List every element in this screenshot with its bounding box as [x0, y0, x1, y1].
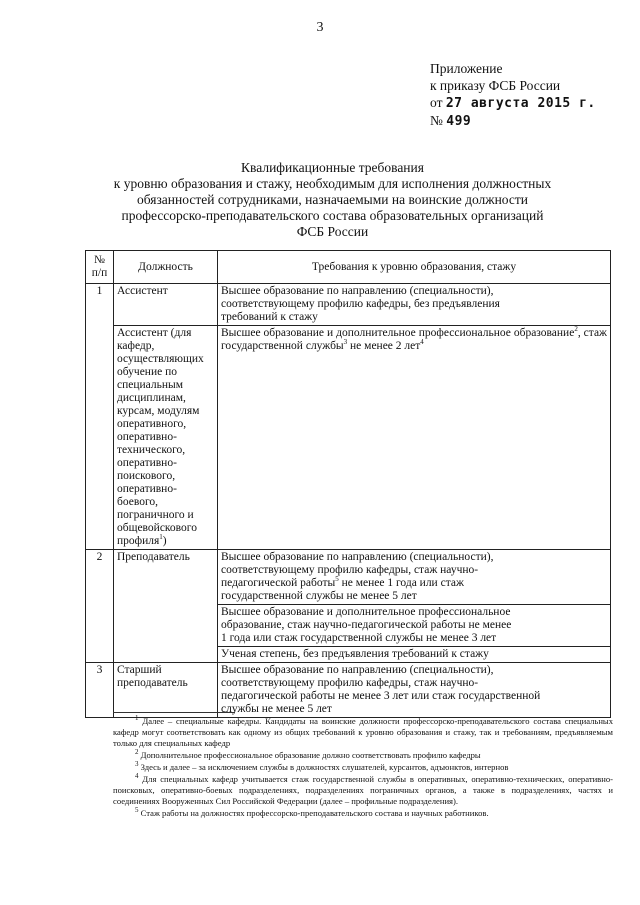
req-text: не менее 2 лет [347, 340, 421, 352]
table-header-row [86, 251, 611, 284]
appendix-label: Приложение [430, 61, 503, 76]
header-position: Должность [114, 251, 218, 284]
footnote [113, 716, 613, 749]
table-row [86, 284, 611, 326]
title-line: профессорско-преподавательского состава образовательных организаций [121, 208, 544, 223]
table-row [86, 550, 611, 605]
req-line: требований к стажу [221, 311, 318, 323]
req-line: соответствующему профилю кафедры, стаж научно- [221, 564, 479, 576]
header-number-pp: п/п [91, 267, 108, 279]
footnote [113, 774, 613, 807]
footnote-text: Стаж работы на должностях профессорско-преподавательского состава и научных работников. [138, 808, 489, 818]
row-number: 2 [86, 550, 114, 663]
title-line: Квалификационные требования [241, 160, 424, 175]
requirements-table [85, 250, 611, 718]
row-number: 3 [86, 663, 114, 718]
req-line: Высшее образование по направлению (специальности), [221, 664, 494, 676]
row-requirements [218, 550, 611, 605]
row-requirements: Ученая степень, без предъявления требований к стажу [218, 647, 611, 663]
footnote-number: 5 [135, 806, 139, 815]
req-line: государственной службы не менее 5 лет [221, 590, 417, 602]
footnote-ref: 5 [335, 575, 339, 584]
req-line: соответствующему профилю кафедры, стаж научно- [221, 677, 479, 689]
footnote-ref: 4 [420, 338, 424, 347]
position-close: ) [162, 535, 167, 547]
appendix-date: 27 августа 2015 г. [445, 96, 596, 111]
footnote-number: 1 [135, 714, 139, 723]
req-line [221, 577, 607, 590]
appendix-number-line [430, 112, 630, 130]
table-row [86, 663, 611, 718]
row-requirements [218, 284, 611, 326]
req-line: педагогической работы не менее 3 лет или стаж государственной [221, 690, 541, 702]
footnote-text: Здесь и далее – за исключением службы в должностях слушателей, курсантов, адъюнктов, интернов [138, 762, 509, 772]
footnote [113, 808, 613, 819]
footnote-number: 4 [135, 772, 139, 781]
req-line: Высшее образование по направлению (специальности), [221, 551, 494, 563]
title-line: к уровню образования и стажу, необходимым для исполнения должностных [113, 176, 552, 191]
appendix-date-prefix: от [430, 95, 443, 110]
header-requirements: Требования к уровню образования, стажу [218, 251, 611, 284]
footnote-text: Далее – специальные кафедры. Кандидаты на воинские должности профессорско-преподавательского состава специальных кафедр могут соответствовать как одному из общих требований к уровню образования и стажу, так и требованиям, предъявляемым только для специальных кафедр [113, 716, 613, 748]
req-line: образование, стаж научно-педагогической работы не менее [221, 619, 512, 631]
footnote-ref: 2 [574, 325, 578, 334]
req-text: не менее 1 года или стаж [338, 577, 464, 589]
row-requirements [218, 605, 611, 647]
req-line: Высшее образование и дополнительное профессиональное [221, 606, 511, 618]
footnote-text: Для специальных кафедр учитывается стаж государственной службы в оперативных, оперативно-технических, оперативно-поисковых, оперативно-боевых подразделениях, подразделениях пограничных органов, а также в подразделениях, частях и соединениях Вооруженных Сил Российской Федерации (далее – профильные подразделения). [113, 774, 613, 806]
req-line: службы не менее 5 лет [221, 703, 332, 715]
footnote-text: Дополнительное профессиональное образование должно соответствовать профилю кафедры [138, 750, 481, 760]
row-position: Преподаватель [114, 550, 218, 663]
footnotes [113, 712, 613, 820]
req-text: педагогической работы [221, 577, 336, 589]
row-position: Старший преподаватель [114, 663, 218, 718]
req-line: 1 года или стаж государственной службы не менее 3 лет [221, 632, 497, 644]
position-text: Ассистент (для кафедр, осуществляющих обучение по специальным дисциплинам, курсам, модулям оперативного, оперативно-технического, оперативно-поискового, оперативно-боевого, пограничного и общевойскового профиля [117, 327, 204, 547]
footnote-number: 3 [135, 760, 139, 769]
row-requirements [218, 663, 611, 718]
req-text: Высшее образование и дополнительное профессиональное образование [221, 327, 575, 339]
req-line: Высшее образование по направлению (специальности), [221, 285, 494, 297]
footnote-number: 2 [135, 748, 139, 757]
footnote-ref: 3 [343, 338, 348, 347]
row-position [114, 326, 218, 550]
appendix-number-prefix: № [430, 113, 443, 128]
header-number [86, 251, 114, 284]
footnote [113, 762, 613, 773]
title-line: обязанностей сотрудниками, назначаемыми на воинские должности [136, 192, 529, 207]
table-row [86, 326, 611, 550]
appendix-date-line [430, 94, 630, 112]
appendix-number: 499 [446, 114, 472, 129]
footnote [113, 750, 613, 761]
footnote-ref: 1 [159, 533, 163, 542]
row-number: 1 [86, 284, 114, 550]
req-text: , стаж государственной службы [221, 327, 607, 352]
document-title [70, 160, 595, 240]
req-line: соответствующему профилю кафедры, без предъявления [221, 298, 500, 310]
title-line: ФСБ России [296, 224, 369, 239]
row-position: Ассистент [114, 284, 218, 326]
appendix-order: к приказу ФСБ России [430, 78, 561, 93]
page-number: 3 [316, 20, 324, 35]
footnote-divider [113, 712, 235, 713]
appendix-block [430, 60, 630, 130]
header-number-sign: № [94, 254, 105, 266]
row-requirements [218, 326, 611, 550]
